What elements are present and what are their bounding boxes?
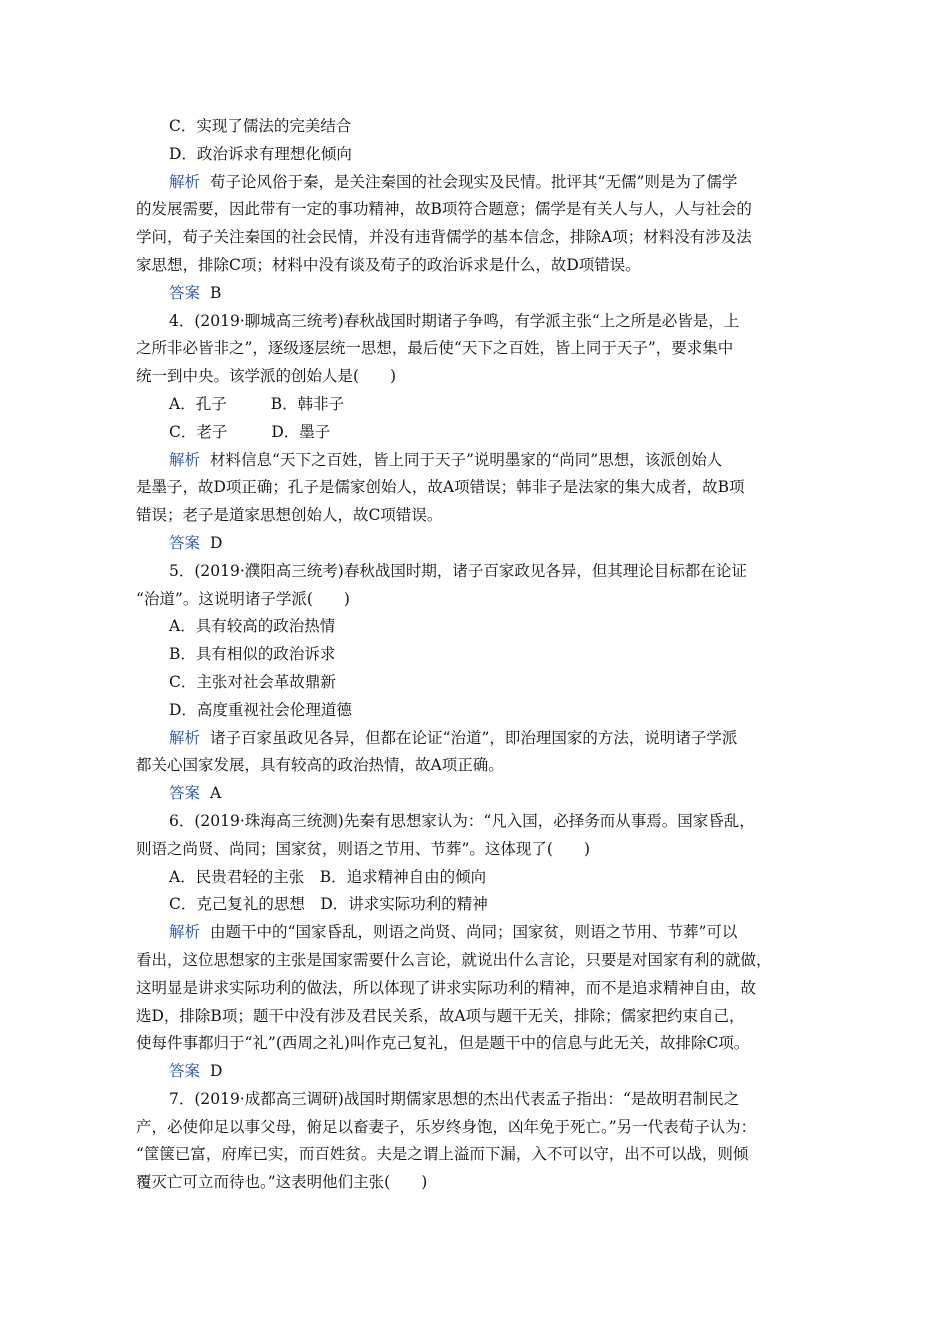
option-pair-line <box>136 419 826 447</box>
option-b: D．墨子 <box>271 422 331 441</box>
analysis-line <box>136 725 826 753</box>
analysis-text: 由题干中的“国家昏乱，则语之尚贤、尚同；国家贫，则语之节用、节葬”可以 <box>210 923 738 942</box>
question-line: “治道”。这说明诸子学派( ) <box>136 589 350 608</box>
analysis-label: 解析 <box>169 172 201 191</box>
answer-line <box>136 780 826 808</box>
answer-line <box>136 530 826 558</box>
option-line: D．政治诉求有理想化倾向 <box>169 144 352 163</box>
analysis-line <box>136 196 826 224</box>
answer-label: 答案 <box>169 784 201 803</box>
option-a: C．老子 <box>169 422 228 441</box>
option-line: A．具有较高的政治热情 <box>169 617 336 636</box>
answer-value: B <box>210 283 222 302</box>
option-b: B．韩非子 <box>270 394 345 413</box>
option-line: C．克己复礼的思想 D．讲求实际功利的精神 <box>169 895 488 914</box>
analysis-label: 解析 <box>169 728 201 747</box>
analysis-text: 的发展需要，因此带有一定的事功精神，故B项符合题意；儒学是有关人与人，人与社会的 <box>136 200 752 219</box>
analysis-line <box>136 224 826 252</box>
option-line: C．实现了儒法的完美结合 <box>169 117 352 135</box>
analysis-line <box>136 169 826 197</box>
answer-value: D <box>210 533 223 552</box>
analysis-line <box>136 975 826 1003</box>
analysis-line <box>136 502 826 530</box>
analysis-line <box>136 252 826 280</box>
analysis-text: 看出，这位思想家的主张是国家需要什么言论，就说出什么言论，只要是对国家有利的就做， <box>136 950 772 969</box>
answer-label: 答案 <box>169 283 201 302</box>
option-line: B．具有相似的政治诉求 <box>169 645 336 664</box>
analysis-line <box>136 447 826 475</box>
document-body <box>136 113 826 1197</box>
analysis-line <box>136 1003 826 1031</box>
answer-label: 答案 <box>169 1062 201 1081</box>
analysis-text: 是墨子，故D项正确；孔子是儒家创始人，故A项错误；韩非子是法家的集大成者，故B项 <box>136 478 745 497</box>
analysis-label: 解析 <box>169 450 201 469</box>
answer-label: 答案 <box>169 533 201 552</box>
analysis-text: 选D，排除B项；题干中没有涉及君民关系，故A项与题干无关，排除；儒家把约束自己， <box>136 1006 745 1025</box>
answer-value: D <box>210 1062 223 1081</box>
question-line: 7．(2019·成都高三调研)战国时期儒家思想的杰出代表孟子指出：“是故明君制民之 <box>169 1089 740 1108</box>
analysis-text: 诸子百家虽政见各异，但都在论证“治道”，即治理国家的方法，说明诸子学派 <box>210 728 738 747</box>
analysis-text: 都关心国家发展，具有较高的政治热情，故A项正确。 <box>136 756 504 775</box>
question-line: 则语之尚贤、尚同；国家贫，则语之节用、节葬”。这体现了( ) <box>136 839 591 858</box>
question-line: 4．(2019·聊城高三统考)春秋战国时期诸子争鸣，有学派主张“上之所是必皆是，上 <box>169 311 740 330</box>
option-line: A．民贵君轻的主张 B．追求精神自由的倾向 <box>169 867 487 886</box>
option-line: D．高度重视社会伦理道德 <box>169 700 352 719</box>
answer-value: A <box>210 784 222 803</box>
analysis-text: 材料信息“天下之百姓，皆上同于天子”说明墨家的“尚同”思想，该派创始人 <box>210 450 723 469</box>
analysis-line <box>136 919 826 947</box>
analysis-text: 学问，荀子关注秦国的社会民情，并没有违背儒学的基本信念，排除A项；材料没有涉及法 <box>136 228 752 247</box>
analysis-label: 解析 <box>169 923 201 942</box>
analysis-text: 这明显是讲求实际功利的做法，所以体现了讲求实际功利的精神，而不是追求精神自由，故 <box>136 978 757 997</box>
analysis-line <box>136 1030 826 1058</box>
analysis-text: 家思想，排除C项；材料中没有谈及荀子的政治诉求是什么，故D项错误。 <box>136 255 641 274</box>
analysis-text: 错误；老子是道家思想创始人，故C项错误。 <box>136 506 443 525</box>
analysis-line <box>136 474 826 502</box>
question-line: 5．(2019·濮阳高三统考)春秋战国时期，诸子百家政见各异，但其理论目标都在论证 <box>169 561 747 580</box>
question-line: 覆灭亡可立而待也。”这表明他们主张( ) <box>136 1173 428 1192</box>
option-line: C．主张对社会革故鼎新 <box>169 672 336 691</box>
analysis-text: 使每件事都归于“礼”(西周之礼)叫作克己复礼，但是题干中的信息与此无关，故排除C项。 <box>136 1034 750 1053</box>
question-line: 之所非必皆非之”，逐级逐层统一思想，最后使“天下之百姓，皆上同于天子”，要求集中 <box>136 339 734 358</box>
question-line: “筐箧已富，府库已实，而百姓贫。夫是之谓上溢而下漏，入不可以守，出不可以战，则倾 <box>136 1145 749 1164</box>
answer-line <box>136 1058 826 1086</box>
analysis-line <box>136 752 826 780</box>
analysis-text: 荀子论风俗于秦，是关注秦国的社会现实及民情。批评其“无儒”则是为了儒学 <box>210 172 738 191</box>
option-a: A．孔子 <box>169 394 227 413</box>
answer-line <box>136 280 826 308</box>
question-line: 产，必使仰足以事父母，俯足以畜妻子，乐岁终身饱，凶年免于死亡。”另一代表荀子认为： <box>136 1117 757 1136</box>
question-line: 统一到中央。该学派的创始人是( ) <box>136 367 397 386</box>
question-line: 6．(2019·珠海高三统测)先秦有思想家认为：“凡入国，必择务而从事焉。国家昏乱， <box>169 811 755 830</box>
analysis-line <box>136 947 826 975</box>
option-pair-line <box>136 391 826 419</box>
